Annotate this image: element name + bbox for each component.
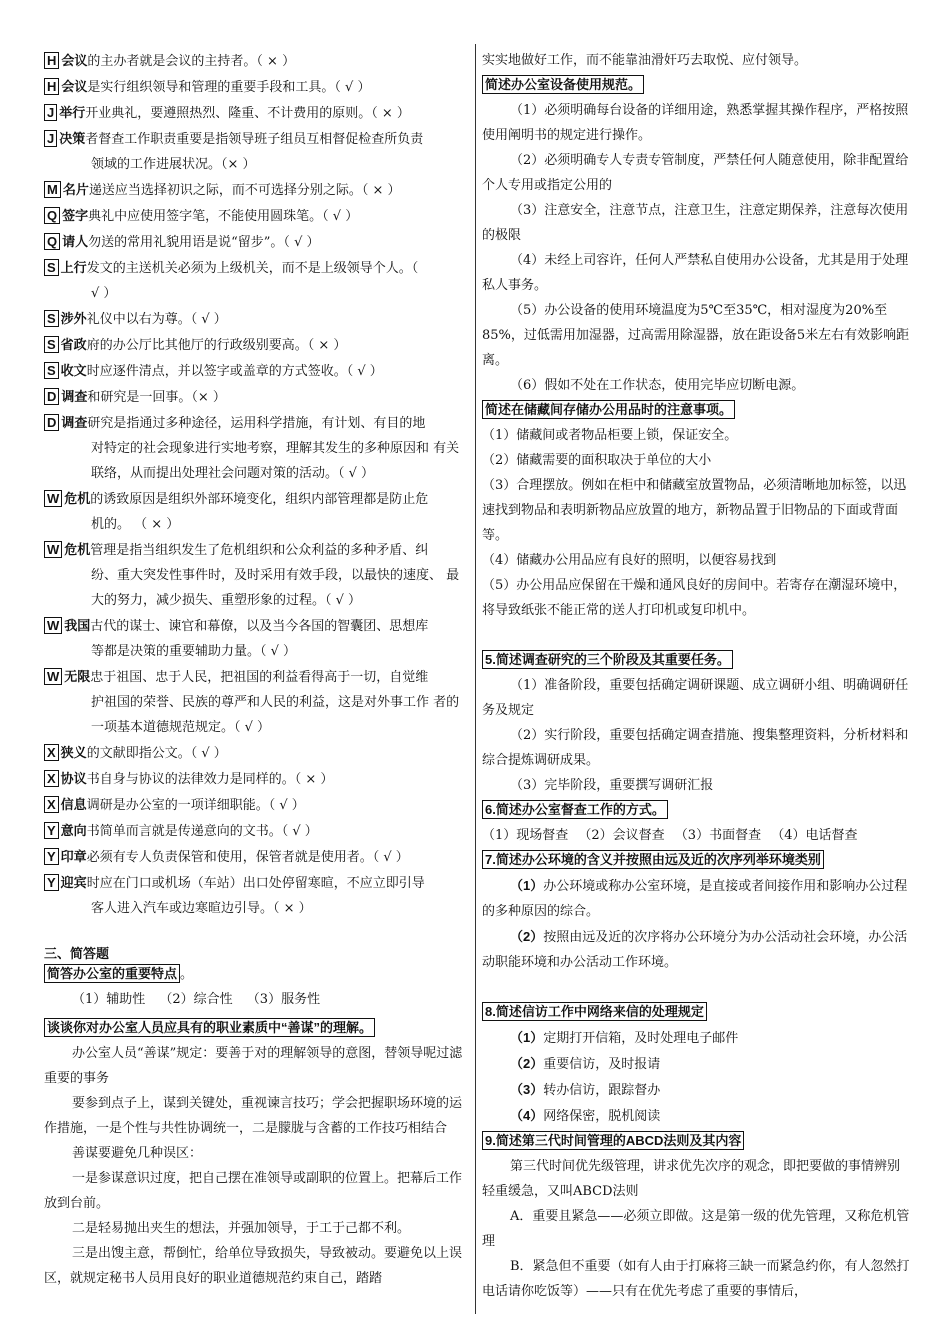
question-9-paragraph: B．紧急但不重要（如有人由于打麻将三缺一而紧急约你，有人忽然打电话请你吃饭等）——只有在优先考虑了重要的事情后， — [482, 1259, 910, 1299]
item-number: （2） — [510, 1056, 544, 1071]
question-7-heading — [482, 848, 910, 873]
statement-text: 管理是指当组织发生了危机组织和公众利益的多种矛盾、纠 — [90, 543, 429, 558]
question-9-title: 9.简述第三代时间管理的ABCD法则及其内容 — [482, 1131, 744, 1150]
true-false-item — [44, 384, 468, 410]
true-false-item — [44, 229, 468, 255]
question-7-title: 7.简述办公环境的含义并按照由远及近的次序列举环境类别 — [482, 850, 824, 869]
item-line — [44, 766, 468, 792]
true-false-item — [44, 255, 468, 306]
question-4-paragraph: （5）办公用品应保留在干燥和通风良好的房间中。若寄存在潮湿环境中，将导致纸张不能正常的送人打印机或复印机中。 — [482, 578, 907, 618]
statement-text: 者督查工作职责重要是指领导班子组员互相督促检查所负责 — [85, 132, 424, 147]
index-letter: X — [44, 770, 59, 787]
question-1-title: 简答办公室的重要特点 — [44, 964, 180, 983]
keyword: 举行 — [59, 105, 86, 120]
index-letter: H — [44, 52, 59, 69]
item-line — [44, 384, 468, 410]
question-2-paragraph: 善谋要避免几种误区： — [72, 1146, 203, 1161]
item-text: 转办信访，跟踪督办 — [543, 1083, 661, 1098]
statement-text: 和研究是一回事。（× ） — [87, 390, 226, 405]
true-false-item — [44, 818, 468, 844]
statement-text: 是实行组织领导和管理的重要手段和工具。（ √ ） — [87, 80, 371, 95]
right-column — [482, 48, 910, 1304]
true-false-item — [44, 306, 468, 332]
statement-text: 古代的谋士、谏官和幕僚，以及当今各国的智囊团、思想库 — [90, 619, 429, 634]
statement-continuation: 等都是决策的重要辅助力量。（ √ ） — [91, 644, 297, 659]
true-false-item — [44, 870, 468, 921]
statement-text: 书简单而言就是传递意向的文书。（ √ ） — [86, 824, 318, 839]
statement-continuation: 对特定的社会现象进行实地考察，理解其发生的多种原因和 有关联络，从而提出处理社会问题对策的活动。（ √ ） — [91, 441, 460, 481]
item-number: （3） — [510, 1082, 544, 1097]
statement-text: 书自身与协议的法律效力是同样的。（ × ） — [86, 772, 334, 787]
question-2-heading — [44, 1016, 468, 1041]
keyword: 会议 — [61, 79, 88, 94]
question-4-heading — [482, 398, 910, 423]
statement-continuation: 护祖国的荣誉、民族的尊严和人民的利益，这是对外事工作 者的一项基本道德规范规定。（ √ ） — [91, 695, 460, 735]
item-line — [44, 306, 468, 332]
statement-text: 必须有专人负责保管和使用，保管者就是使用者。（ √ ） — [86, 850, 409, 865]
item-line — [44, 332, 468, 358]
question-2-paragraph: 要参到点子上，谋到关键处，重视谏言技巧；学会把握职场环境的运作措施，一是个性与共性协调统一，二是朦胧与含蓄的工作技巧相结合 — [44, 1096, 463, 1136]
question-8-heading — [482, 1000, 910, 1025]
true-false-item — [44, 48, 468, 74]
true-false-item — [44, 537, 468, 613]
statement-continuation: 领域的工作进展状况。（× ） — [91, 157, 256, 172]
statement-text: 府的办公厅比其他厅的行政级别要高。（ × ） — [86, 338, 347, 353]
index-letter: X — [44, 796, 59, 813]
item-line — [44, 229, 468, 255]
keyword: 名片 — [62, 182, 89, 197]
item-number: （1） — [510, 1030, 544, 1045]
item-line — [44, 410, 468, 436]
item-line — [44, 844, 468, 870]
index-letter: S — [44, 336, 59, 353]
statement-text: 的文献即指公文。（ √ ） — [86, 746, 227, 761]
question-3-paragraph: （2）必须明确专人专责专管制度，严禁任何人随意使用，除非配置给个人专用或指定公用的 — [482, 153, 909, 193]
index-letter: D — [44, 388, 59, 405]
statement-text: 发文的主送机关必须为上级机关，而不是上级领导个人。（ — [86, 261, 419, 276]
statement-text: 的诱致原因是组织外部环境变化，组织内部管理都是防止危 — [90, 492, 429, 507]
question-3-paragraph: （1）必须明确每台设备的详细用途，熟悉掌握其操作程序，严格按照使用阐明书的规定进行操作。 — [482, 103, 909, 143]
true-false-item — [44, 740, 468, 766]
statement-text: 勿送的常用礼貌用语是说“留步”。（ √ ） — [88, 235, 320, 250]
keyword: 协议 — [60, 771, 87, 786]
index-letter: Y — [44, 822, 59, 839]
item-line — [44, 664, 468, 690]
index-letter: S — [44, 259, 59, 276]
true-false-item — [44, 613, 468, 664]
question-2-paragraph: 一是参谋意识过度，把自己摆在准领导或副职的位置上。把幕后工作放到台前。 — [44, 1171, 463, 1211]
item-line — [44, 203, 468, 229]
question-1-answer: （1）辅助性 （2）综合性 （3）服务性 — [72, 992, 321, 1007]
question-3-paragraph: （6）假如不处在工作状态，使用完毕应切断电源。 — [510, 378, 805, 393]
keyword: 狭义 — [60, 745, 87, 760]
item-number: （2） — [510, 929, 544, 944]
question-8-title: 8.简述信访工作中网络来信的处理规定 — [482, 1002, 707, 1021]
question-9-heading — [482, 1129, 910, 1154]
keyword: 危机 — [64, 491, 91, 506]
index-letter: W — [44, 668, 62, 685]
question-8-paragraph — [482, 1025, 910, 1051]
question-3-paragraph: （4）未经上司容许，任何人严禁私自使用办公设备，尤其是用于处理私人事务。 — [482, 253, 909, 293]
statement-text: 礼仪中以右为尊。（ √ ） — [86, 312, 227, 327]
statement-text: 的主办者就是会议的主持者。（ × ） — [87, 54, 296, 69]
question-5-paragraph: （3）完毕阶段，重要撰写调研汇报 — [510, 778, 714, 793]
index-letter: Q — [44, 233, 60, 250]
index-letter: W — [44, 490, 62, 507]
statement-continuation: 客人进入汽车或边寒暄边引导。（ × ） — [91, 901, 312, 916]
question-1-title-tail: 。 — [180, 967, 194, 982]
item-line — [44, 792, 468, 818]
question-6-title: 6.简述办公室督查工作的方式。 — [482, 800, 668, 819]
keyword: 决策 — [59, 131, 86, 146]
item-line — [44, 48, 468, 74]
index-letter: J — [44, 130, 57, 147]
statement-text: 时应在门口或机场（车站）出口处停留寒暄，不应立即引导 — [86, 876, 425, 891]
keyword: 我国 — [64, 618, 91, 633]
statement-text: 时应逐件清点，并以签字或盖章的方式签收。（ √ ） — [86, 364, 383, 379]
true-false-item — [44, 358, 468, 384]
item-number: （4） — [510, 1108, 544, 1123]
keyword: 涉外 — [60, 311, 87, 326]
question-8-paragraph — [482, 1051, 910, 1077]
item-line — [44, 486, 468, 512]
item-text: 重要信访，及时报请 — [543, 1057, 661, 1072]
question-2-paragraph: 办公室人员“善谋”规定：要善于对的理解领导的意图，替领导呢过滤重要的事务 — [44, 1046, 463, 1086]
section-title: 三、简答题 — [44, 946, 110, 961]
statement-continuation: √ ） — [91, 286, 117, 301]
question-4-paragraph: （1）储藏间或者物品柜要上锁，保证安全。 — [482, 428, 738, 443]
question-4-paragraph: （3）合理摆放。例如在柜中和储藏室放置物品，必须清晰地加标签，以迅速找到物品和表明新物品应放置的地方，新物品置于旧物品的下面或背面等。 — [482, 478, 907, 543]
index-letter: Y — [44, 874, 59, 891]
index-letter: X — [44, 744, 59, 761]
question-7-paragraph — [482, 873, 910, 924]
true-false-item — [44, 203, 468, 229]
true-false-item — [44, 177, 468, 203]
statement-text: 忠于祖国、忠于人民，把祖国的利益看得高于一切，自觉维 — [90, 670, 429, 685]
question-7-paragraph — [482, 924, 910, 975]
keyword: 信息 — [60, 797, 87, 812]
statement-text: 调研是办公室的一项详细职能。（ √ ） — [86, 798, 305, 813]
continued-paragraph: 实实地做好工作，而不能靠油滑奸巧去取悦、应付领导。 — [482, 53, 808, 68]
question-5-title: 5.简述调查研究的三个阶段及其重要任务。 — [482, 650, 733, 669]
question-4-paragraph: （4）储藏办公用品应有良好的照明，以便容易找到 — [482, 553, 777, 568]
statement-text: 研究是指通过多种途径，运用科学措施，有计划、有目的地 — [87, 416, 426, 431]
column-divider — [475, 44, 476, 1314]
question-5-paragraph: （1）准备阶段，重要包括确定调研课题、成立调研小组、明确调研任务及规定 — [482, 678, 909, 718]
true-false-item — [44, 766, 468, 792]
left-column — [44, 48, 468, 1291]
item-text: 按照由远及近的次序将办公环境分为办公活动社会环境，办公活动职能环境和办公活动工作环境。 — [482, 930, 908, 970]
true-false-item — [44, 100, 468, 126]
item-line — [44, 358, 468, 384]
true-false-item — [44, 844, 468, 870]
statement-continuation: 机的。 （ × ） — [91, 517, 180, 532]
question-8-paragraph — [482, 1103, 910, 1129]
index-letter: H — [44, 78, 59, 95]
keyword: 危机 — [64, 542, 91, 557]
question-6-heading — [482, 798, 910, 823]
keyword: 收文 — [60, 363, 87, 378]
keyword: 迎宾 — [60, 875, 87, 890]
question-9-paragraph: A．重要且紧急——必须立即做。这是第一级的优先管理，又称危机管理 — [482, 1209, 910, 1249]
question-2-paragraph: 三是出馊主意，帮倒忙，给单位导致损失，导致被动。要避免以上误区，就规定秘书人员用良好的职业道德规范约束自己，踏踏 — [44, 1246, 463, 1286]
keyword: 无限 — [64, 669, 91, 684]
true-false-item — [44, 792, 468, 818]
true-false-item — [44, 664, 468, 740]
item-line — [44, 613, 468, 639]
item-number: （1） — [510, 878, 544, 893]
keyword: 意向 — [60, 823, 87, 838]
index-letter: S — [44, 310, 59, 327]
true-false-item — [44, 486, 468, 537]
keyword: 会议 — [61, 53, 88, 68]
index-letter: W — [44, 617, 62, 634]
index-letter: S — [44, 362, 59, 379]
index-letter: D — [44, 414, 59, 431]
statement-text: 典礼中应使用签字笔，不能使用圆珠笔。（ √ ） — [88, 209, 359, 224]
item-line — [44, 818, 468, 844]
question-3-title: 简述办公室设备使用规范。 — [482, 75, 644, 94]
item-text: 定期打开信箱，及时处理电子邮件 — [543, 1031, 739, 1046]
index-letter: Y — [44, 848, 59, 865]
item-line — [44, 740, 468, 766]
item-line — [44, 100, 468, 126]
true-false-item — [44, 332, 468, 358]
question-5-heading — [482, 648, 910, 673]
keyword: 调查 — [61, 415, 88, 430]
true-false-item — [44, 74, 468, 100]
item-text: 网络保密，脱机阅读 — [543, 1109, 661, 1124]
keyword: 上行 — [60, 260, 87, 275]
true-false-list — [44, 48, 468, 921]
keyword: 签字 — [62, 208, 89, 223]
question-4-title: 简述在储藏间存储办公用品时的注意事项。 — [482, 400, 735, 419]
keyword: 调查 — [61, 389, 88, 404]
keyword: 请人 — [62, 234, 89, 249]
question-4-paragraph: （2）储藏需要的面积取决于单位的大小 — [482, 453, 712, 468]
question-6-paragraph: （1）现场督查 （2）会议督查 （3）书面督查 （4）电话督查 — [482, 828, 858, 843]
item-line — [44, 537, 468, 563]
index-letter: M — [44, 181, 61, 198]
statement-text: 递送应当选择初识之际，而不可选择分别之际。（ × ） — [88, 183, 401, 198]
item-line — [44, 126, 468, 152]
true-false-item — [44, 126, 468, 177]
question-3-paragraph: （3）注意安全，注意节点，注意卫生，注意定期保养，注意每次使用的极限 — [482, 203, 909, 243]
index-letter: J — [44, 104, 57, 121]
question-8-paragraph — [482, 1077, 910, 1103]
index-letter: W — [44, 541, 62, 558]
question-2-paragraph: 二是轻易抛出夹生的想法，并强加领导，于工于己都不利。 — [72, 1221, 411, 1236]
statement-continuation: 纷、重大突发性事件时，及时采用有效手段，以最快的速度、 最大的努力，减少损失、重塑形象的过程。（ √ ） — [91, 568, 460, 608]
item-line — [44, 177, 468, 203]
question-3-paragraph: （5）办公设备的使用环境温度为5℃至35℃，相对湿度为20%至85%，过低需用加湿器，过高需用除湿器，放在距设备5米左右有效影响距离。 — [482, 303, 910, 368]
keyword: 省政 — [60, 337, 87, 352]
question-9-paragraph: 第三代时间优先级管理，讲求优先次序的观念，即把要做的事情辨别轻重缓急，又叫ABCD法则 — [482, 1159, 901, 1199]
question-5-paragraph: （2）实行阶段，重要包括确定调查措施、搜集整理资料，分析材料和综合提炼调研成果。 — [482, 728, 909, 768]
keyword: 印章 — [60, 849, 87, 864]
true-false-item — [44, 410, 468, 486]
item-line — [44, 74, 468, 100]
index-letter: Q — [44, 207, 60, 224]
question-1-heading — [44, 962, 468, 987]
item-line — [44, 255, 468, 281]
statement-text: 开业典礼，要遵照热烈、隆重、不计费用的原则。（ × ） — [85, 106, 410, 121]
item-line — [44, 870, 468, 896]
item-text: 办公环境或称办公室环境，是直接或者间接作用和影响办公过程的多种原因的综合。 — [482, 879, 908, 919]
question-3-heading — [482, 73, 910, 98]
question-2-title: 谈谈你对办公室人员应具有的职业素质中“善谋”的理解。 — [44, 1018, 375, 1037]
